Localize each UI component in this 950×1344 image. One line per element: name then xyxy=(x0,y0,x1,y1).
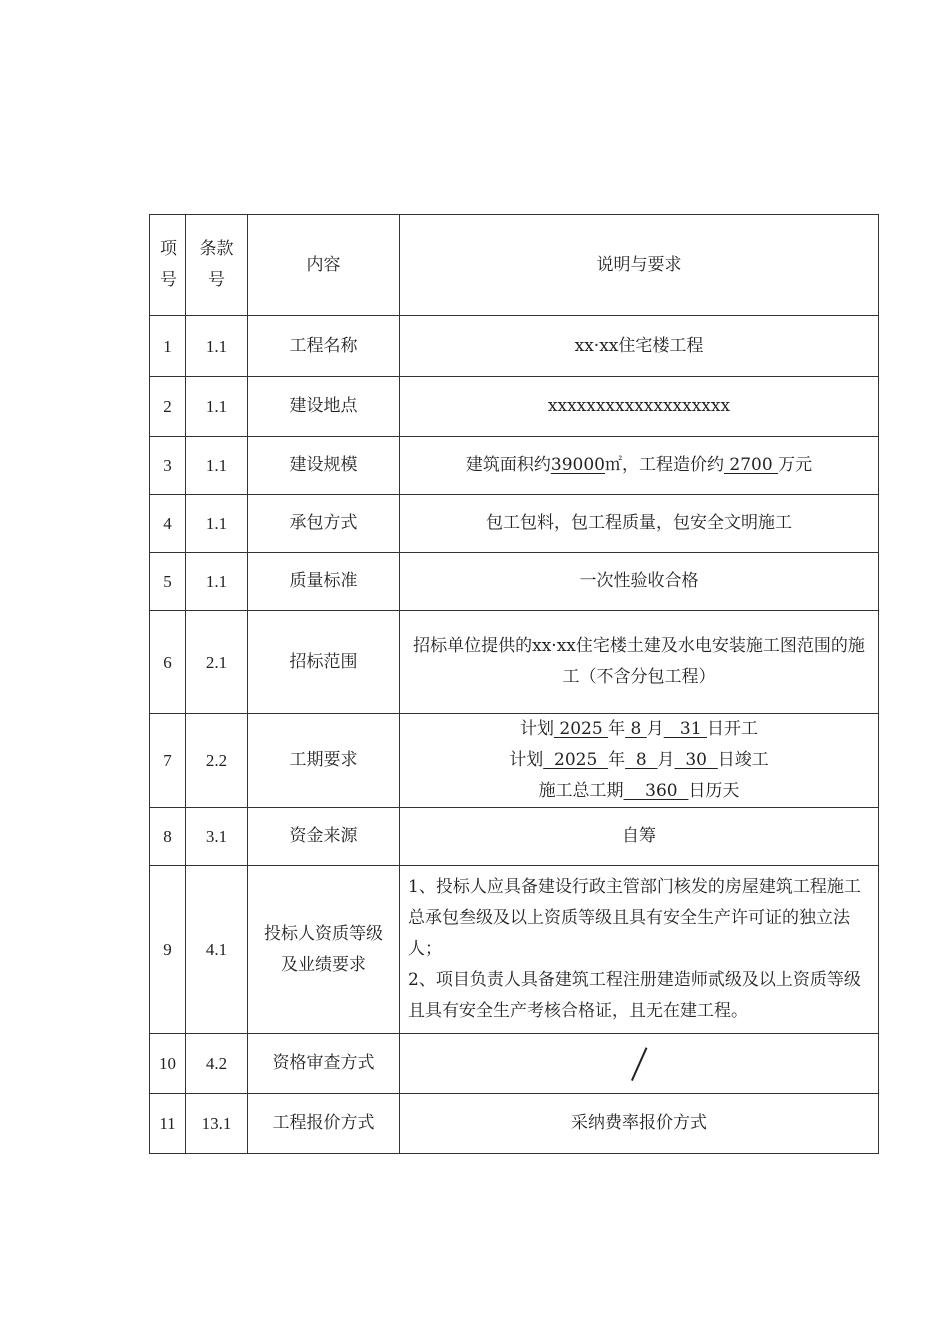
header-row xyxy=(150,215,879,316)
row-desc: xxxxxxxxxxxxxxxxxxx xyxy=(400,377,879,437)
table-row xyxy=(150,316,879,377)
row-clause: 1.1 xyxy=(186,553,248,611)
row-desc xyxy=(400,714,879,808)
row-clause: 4.2 xyxy=(186,1034,248,1094)
table-row xyxy=(150,377,879,437)
table-row xyxy=(150,808,879,866)
row-clause: 4.1 xyxy=(186,866,248,1034)
row-desc xyxy=(400,866,879,1034)
row-item: 工程报价方式 xyxy=(248,1094,400,1154)
area-value: 39000 xyxy=(550,455,605,475)
row-clause: 2.2 xyxy=(186,714,248,808)
start-date-line xyxy=(406,714,872,745)
row-clause: 1.1 xyxy=(186,316,248,377)
finish-day: 30 xyxy=(674,750,718,770)
total-label: 施工总工期 xyxy=(538,781,624,801)
header-item-no: 项号 xyxy=(150,215,186,316)
table-row xyxy=(150,866,879,1034)
row-item: 工期要求 xyxy=(248,714,400,808)
finish-date-line xyxy=(406,745,872,776)
requirement-1: 1、投标人应具备建设行政主管部门核发的房屋建筑工程施工总承包叁级及以上资质等级且具有安全生产许可证的独立法人； xyxy=(408,877,861,959)
total-suffix: 日历天 xyxy=(688,781,740,801)
row-no: 11 xyxy=(150,1094,186,1154)
scale-text-2: ㎡，工程造价约 xyxy=(605,455,724,475)
table-row xyxy=(150,714,879,808)
year-label: 年 xyxy=(608,750,626,770)
total-days: 360 xyxy=(623,781,689,801)
start-day: 31 xyxy=(663,719,707,739)
row-desc: 包工包料，包工程质量，包安全文明施工 xyxy=(400,495,879,553)
table-row xyxy=(150,1094,879,1154)
year-label: 年 xyxy=(608,719,626,739)
finish-suffix: 日竣工 xyxy=(717,750,769,770)
finish-year: 2025 xyxy=(543,750,609,770)
row-desc-empty xyxy=(400,1034,879,1094)
row-item: 招标范围 xyxy=(248,611,400,714)
row-no: 7 xyxy=(150,714,186,808)
table-row xyxy=(150,1034,879,1094)
header-clause-no: 条款号 xyxy=(186,215,248,316)
row-no: 5 xyxy=(150,553,186,611)
requirement-2: 2、项目负责人具备建筑工程注册建造师贰级及以上资质等级且具有安全生产考核合格证，且无在建工程。 xyxy=(408,970,861,1021)
row-clause: 2.1 xyxy=(186,611,248,714)
row-item: 投标人资质等级及业绩要求 xyxy=(248,866,400,1034)
month-label: 月 xyxy=(646,719,664,739)
row-desc: xx·xx住宅楼工程 xyxy=(400,316,879,377)
row-desc: 一次性验收合格 xyxy=(400,553,879,611)
cost-value: 2700 xyxy=(724,455,779,475)
row-clause: 13.1 xyxy=(186,1094,248,1154)
row-no: 1 xyxy=(150,316,186,377)
row-item: 工程名称 xyxy=(248,316,400,377)
row-no: 8 xyxy=(150,808,186,866)
start-suffix: 日开工 xyxy=(706,719,758,739)
plan-label: 计划 xyxy=(520,719,555,739)
header-description: 说明与要求 xyxy=(400,215,879,316)
table-row xyxy=(150,611,879,714)
row-desc: 自筹 xyxy=(400,808,879,866)
table-row xyxy=(150,495,879,553)
table-row xyxy=(150,553,879,611)
row-clause: 1.1 xyxy=(186,495,248,553)
row-desc: 采纳费率报价方式 xyxy=(400,1094,879,1154)
plan-label: 计划 xyxy=(509,750,544,770)
row-item: 建设规模 xyxy=(248,437,400,495)
row-item: 承包方式 xyxy=(248,495,400,553)
row-desc xyxy=(400,437,879,495)
row-clause: 1.1 xyxy=(186,437,248,495)
row-item: 资金来源 xyxy=(248,808,400,866)
slash-mark xyxy=(631,1047,647,1080)
row-no: 9 xyxy=(150,866,186,1034)
start-month: 8 xyxy=(625,719,647,739)
month-label: 月 xyxy=(657,750,675,770)
total-duration-line xyxy=(406,776,872,807)
row-no: 2 xyxy=(150,377,186,437)
scale-text-1: 建筑面积约 xyxy=(465,455,551,475)
row-item: 建设地点 xyxy=(248,377,400,437)
table-row xyxy=(150,437,879,495)
row-no: 3 xyxy=(150,437,186,495)
row-no: 6 xyxy=(150,611,186,714)
row-desc: 招标单位提供的xx·xx住宅楼土建及水电安装施工图范围的施工（不含分包工程） xyxy=(400,611,879,714)
start-year: 2025 xyxy=(554,719,609,739)
row-clause: 1.1 xyxy=(186,377,248,437)
scale-text-3: 万元 xyxy=(778,455,813,475)
row-no: 10 xyxy=(150,1034,186,1094)
row-item: 资格审查方式 xyxy=(248,1034,400,1094)
tender-info-table xyxy=(149,214,879,1154)
finish-month: 8 xyxy=(625,750,658,770)
row-clause: 3.1 xyxy=(186,808,248,866)
row-item: 质量标准 xyxy=(248,553,400,611)
header-content: 内容 xyxy=(248,215,400,316)
row-no: 4 xyxy=(150,495,186,553)
